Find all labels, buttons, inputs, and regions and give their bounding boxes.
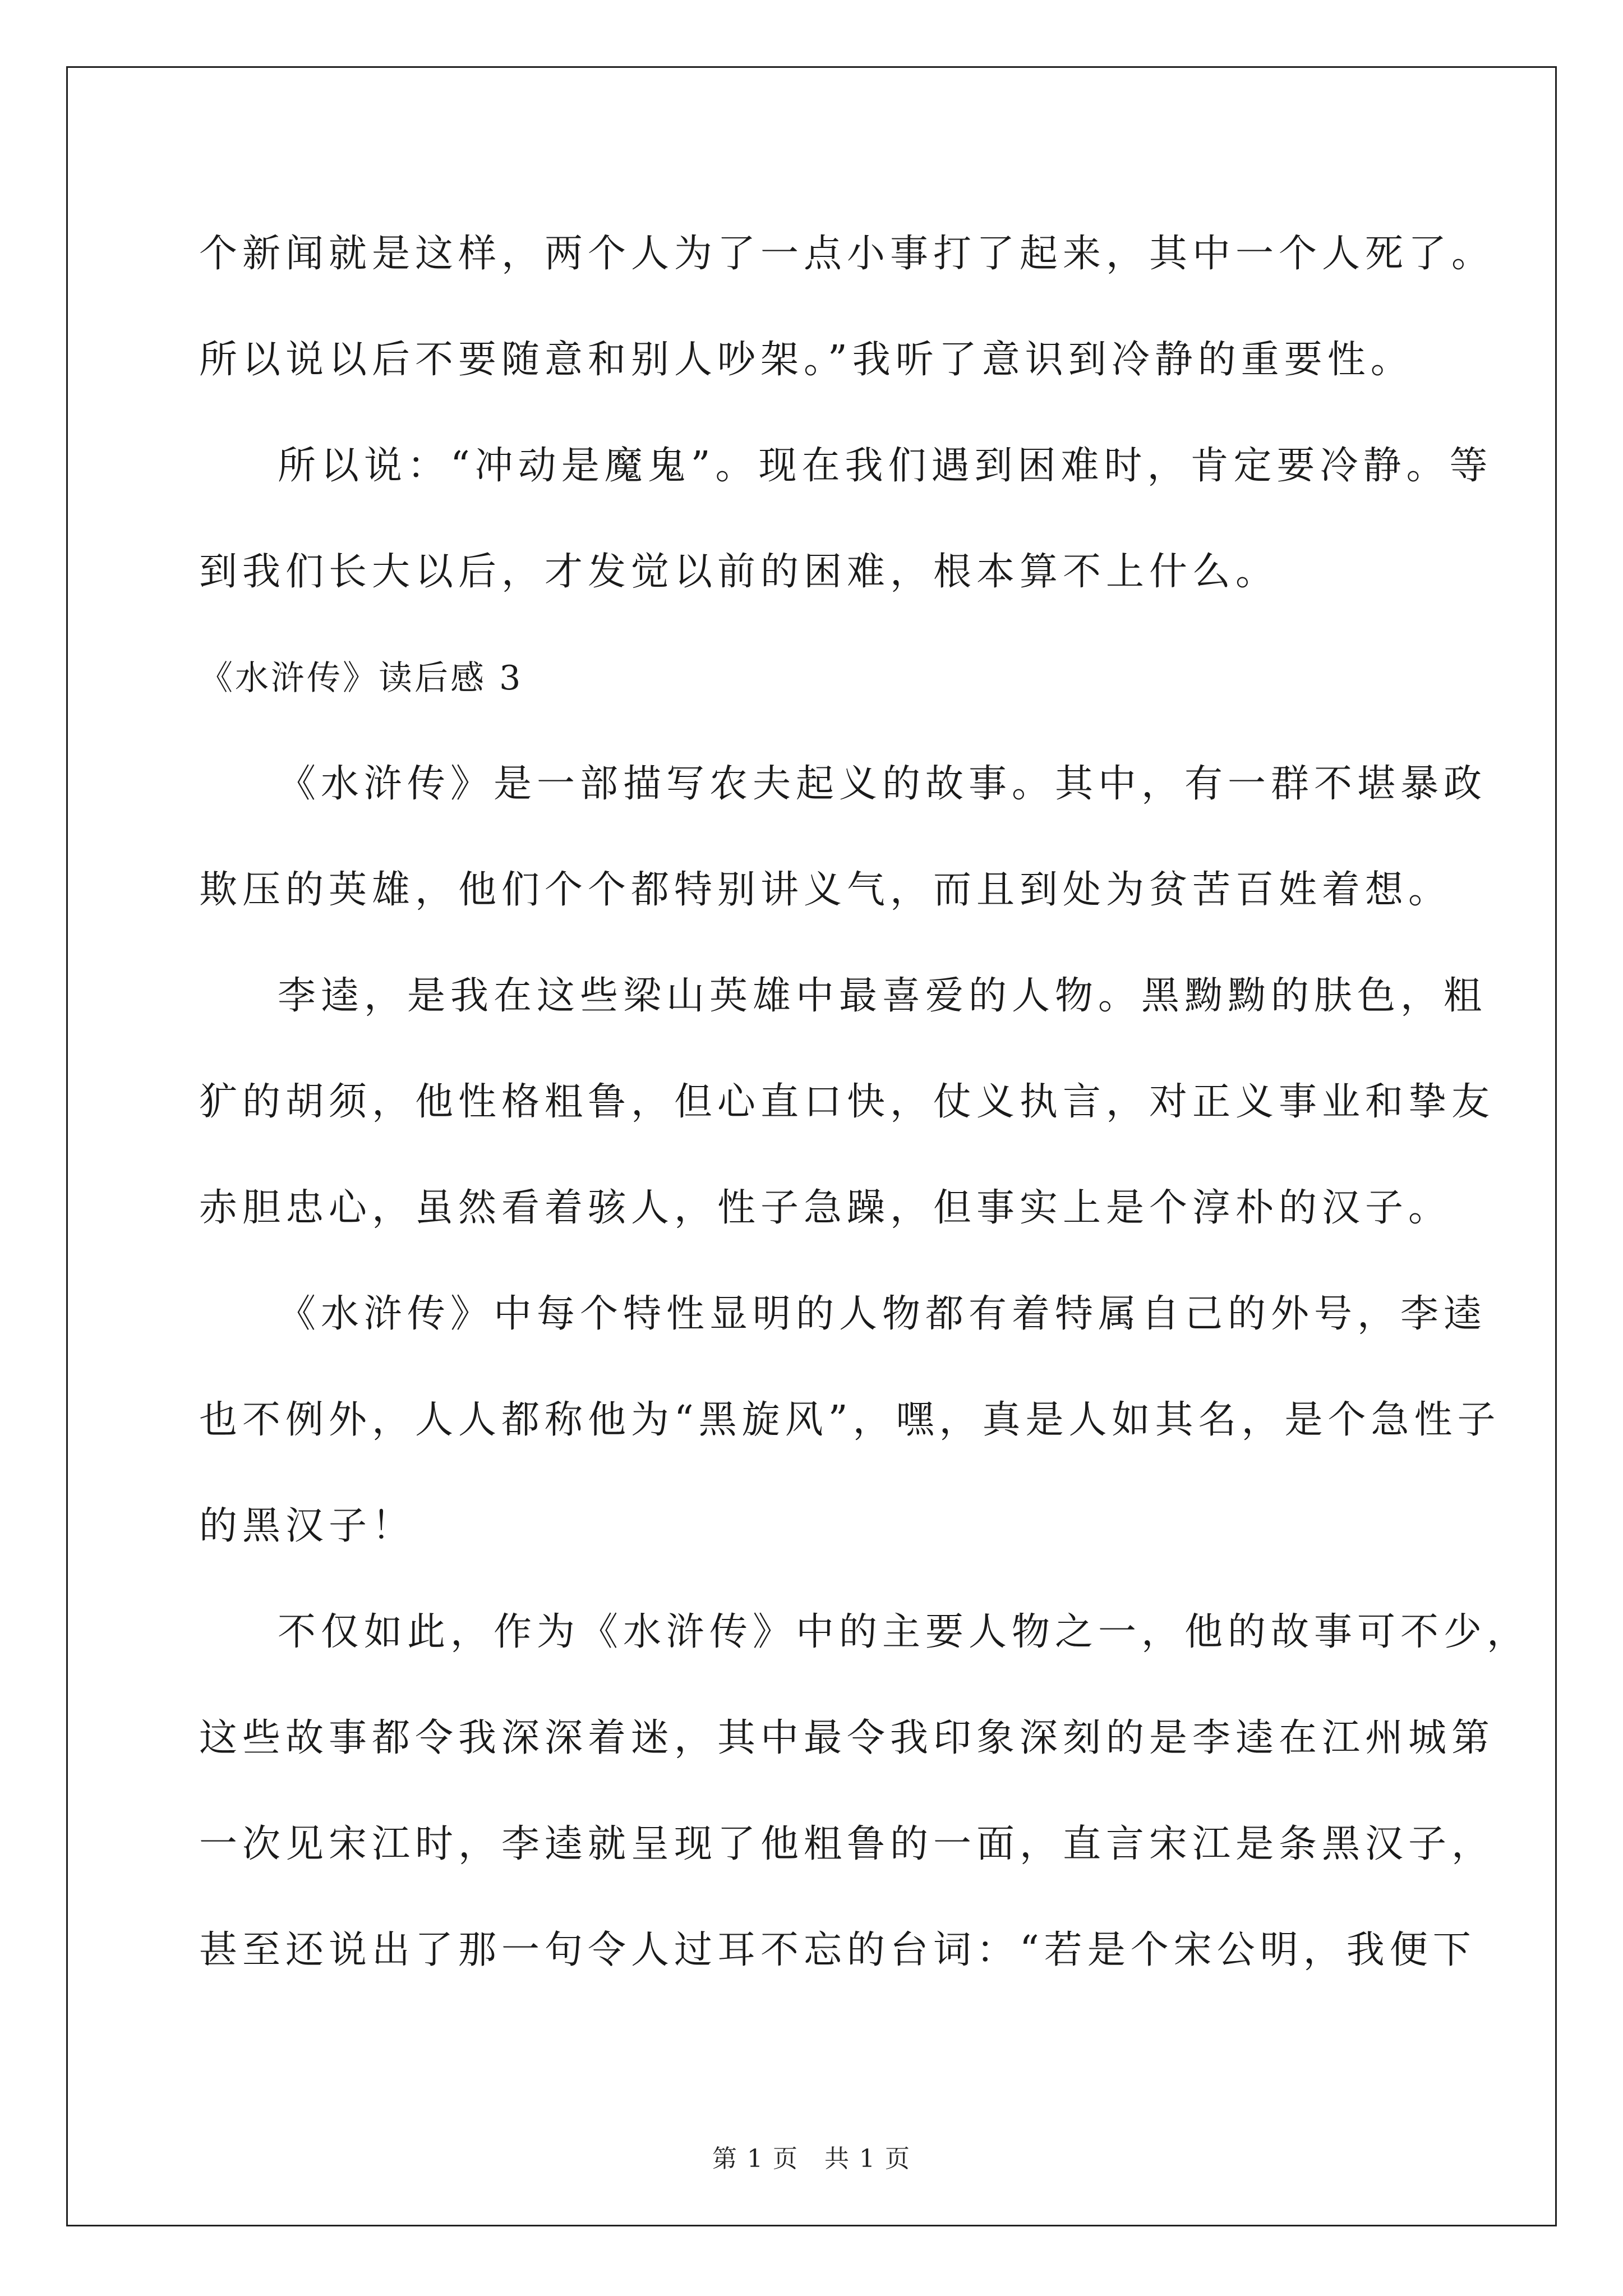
text-line: 这些故事都令我深深着迷，其中最令我印象深刻的是李逵在江州城第 [199,1716,1495,1760]
text-line: 犷的胡须，他性格粗鲁，但心直口快，仗义执言，对正义事业和挚友 [199,1080,1495,1124]
text-line: 所以说：“冲动是魔鬼”。现在我们遇到困难时，肯定要冷静。等 [278,444,1493,488]
page-border [66,66,1557,2226]
text-line: 《水浒传》中每个特性显明的人物都有着特属自己的外号，李逵 [278,1292,1487,1336]
text-line: 《水浒传》是一部描写农夫起义的故事。其中，有一群不堪暴政 [278,762,1487,806]
text-line: 所以说以后不要随意和别人吵架。”我听了意识到冷静的重要性。 [199,338,1414,382]
text-line: 一次见宋江时，李逵就呈现了他粗鲁的一面，直言宋江是条黑汉子， [199,1822,1495,1866]
text-line: 甚至还说出了那一句令人过耳不忘的台词：“若是个宋公明，我便下 [199,1928,1476,1972]
text-line: 李逵，是我在这些梁山英雄中最喜爱的人物。黑黝黝的肤色，粗 [278,974,1487,1018]
text-line: 个新闻就是这样，两个人为了一点小事打了起来，其中一个人死了。 [199,232,1495,276]
text-line: 也不例外，人人都称他为“黑旋风”，嘿，真是人如其名，是个急性子 [199,1398,1501,1442]
text-line: 的黑汉子！ [199,1504,416,1548]
text-line: 赤胆忠心，虽然看着骇人，性子急躁，但事实上是个淳朴的汉子。 [199,1186,1452,1230]
text-line: 欺压的英雄，他们个个都特别讲义气，而且到处为贫苦百姓着想。 [199,868,1452,912]
section-heading: 《水浒传》读后感 3 [199,659,523,698]
page-number-footer: 第 1 页 共 1 页 [712,2145,911,2173]
text-line: 不仅如此，作为《水浒传》中的主要人物之一，他的故事可不少， [278,1610,1530,1654]
text-line: 到我们长大以后，才发觉以前的困难，根本算不上什么。 [199,550,1279,594]
